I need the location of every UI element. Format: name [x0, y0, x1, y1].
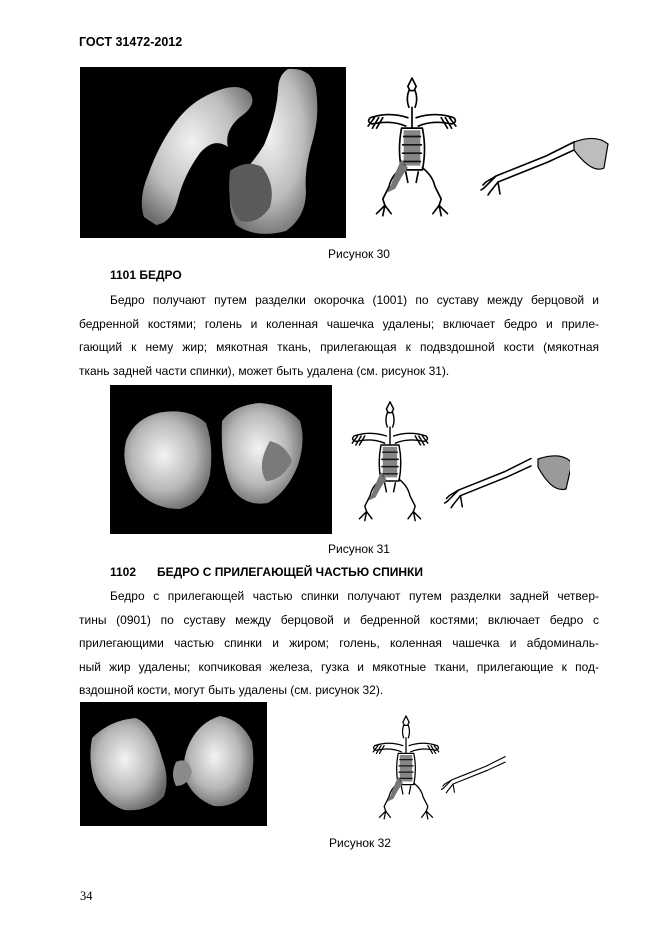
section-1102-line: Бедро с прилегающей частью спинки получают путем разделки задней четвер-	[110, 589, 599, 603]
figure-32-photo	[80, 702, 267, 826]
figure-31-skeleton-diagram	[345, 400, 435, 526]
section-1101-paragraph	[79, 289, 599, 383]
document-id: ГОСТ 31472-2012	[79, 35, 183, 49]
figure-31-caption: Рисунок 31	[328, 542, 390, 556]
section-1102-number: 1102	[110, 565, 137, 579]
figure-30-photo	[80, 67, 346, 238]
figure-32-skeleton-diagram	[367, 714, 445, 824]
section-1102-title: БЕДРО С ПРИЛЕГАЮЩЕЙ ЧАСТЬЮ СПИНКИ	[157, 565, 424, 579]
section-1101-heading: 1101 БЕДРО	[110, 268, 182, 282]
figure-32-caption: Рисунок 32	[329, 836, 391, 850]
section-1102-line: прилегающими частью спинки и жиром; голень, коленная чашечка и абдоминаль-	[79, 636, 599, 651]
page-number: 34	[80, 889, 93, 903]
section-1101-line: Бедро получают путем разделки окорочка (1001) по суставу между берцовой и	[110, 293, 599, 307]
section-1102-line: ный жир удалены; копчиковая железа, гузка и мякотные ткани, прилегающие к под-	[79, 659, 599, 674]
section-1102-line: тины (0901) по суставу между берцовой и бедренной костями; включает бедро с	[79, 612, 599, 627]
figure-31-photo	[110, 385, 332, 534]
figure-30-caption: Рисунок 30	[328, 247, 390, 261]
section-1102-paragraph	[79, 585, 599, 703]
figure-31-leg-diagram	[440, 445, 570, 511]
figure-30-leg-diagram	[476, 128, 616, 198]
section-1101-line: ткань задней части спинки), может быть удалена (см. рисунок 31).	[79, 363, 450, 378]
figure-30-skeleton-diagram	[356, 76, 468, 222]
section-1102-line: вздошной кости, могут быть удалены (см. рисунок 32).	[79, 683, 384, 698]
figure-32-leg-diagram	[438, 745, 534, 797]
section-1101-line: гающий к нему жир; мякотная ткань, прилегающая к подвздошной кости (мякотная	[79, 340, 599, 355]
section-1101-line: бедренной костями; голень и коленная чашечка удалены; включает бедро и приле-	[79, 316, 599, 331]
